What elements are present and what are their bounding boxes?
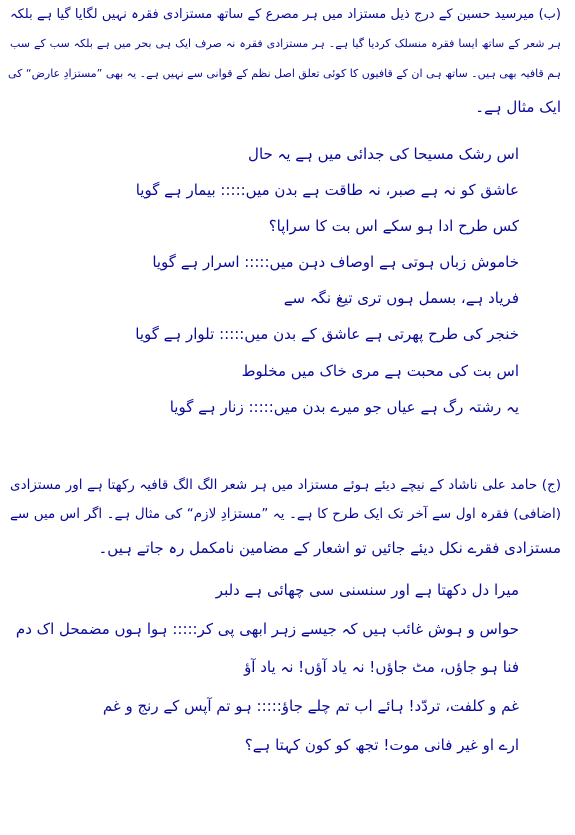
section-b-line-1: (ب) میرسید حسین کے درج ذیل مستزاد میں ہر مصرع کے ساتھ مستزادی فقرہ نہیں لگایا گیا ہے بلکہ [10,7,561,22]
section-c-line-2: (اضافی) فقرہ اول سے آخر تک ایک طرح کا ہے۔ یہ ”مستزادِ لازم“ کی مثال ہے۔ اگر اس میں سے [10,506,561,522]
section-c-verse-5: ارے او غیر فانی موت! تجھ کو کون کہتا ہے؟ [244,736,519,754]
section-c-verse-1: میرا دل دکھتا ہے اور سنسنی سی چھائی ہے دلبر [215,581,519,599]
section-c-verse-2: حواس و ہوش غائب ہیں کہ جیسے زہر ابھی پی کر::::: ہوا ہوں مضمحل اک دم [15,620,519,638]
section-b-verse-7: اس بت کی محبت ہے مری خاک میں مخلوط [241,362,519,380]
section-b-line-3: ہم قافیہ بھی ہیں۔ ساتھ ہی ان کے قافیوں کا کوئی تعلق اصل نظم کے قوانی سے نہیں ہے۔ یہ بھی ”مستزادِ عارض“ کی [7,67,561,80]
section-c-verse-4: غم و کلفت، تردّد! ہائے اب تم چلے جاؤ::::: ہو تم آپس کے رنج و غم [102,697,519,715]
section-b-verse-3: کس طرح ادا ہو سکے اس بت کا سراپا؟ [268,217,519,235]
section-b-line-4: ایک مثال ہے۔ [475,98,561,116]
section-b-verse-5: فریاد ہے، بسمل ہوں تری تیغ نگہ سے [283,289,519,307]
section-b-verse-2: عاشق کو نہ ہے صبر، نہ طاقت ہے بدن میں::::: بیمار ہے گویا [135,181,519,199]
section-b-verse-4: خاموش زباں ہوتی ہے اوصاف دہن میں::::: اسرار ہے گویا [152,253,519,271]
section-b-verse-6: خنجر کی طرح پھرتی ہے عاشق کے بدن میں::::: تلوار ہے گویا [135,325,519,343]
section-b-line-2: ہر شعر کے ساتھ ایسا فقرہ منسلک کردیا گیا ہے۔ ہر مستزادی فقرہ نہ صرف ایک ہی بحر میں ہے بلکہ سب کے سب [10,37,561,50]
section-c-line-1: (ج) حامد علی ناشاد کے نیچے دیئے ہوئے مستزاد میں ہر شعر الگ الگ قافیہ رکھتا ہے اور مستزادی [10,477,561,493]
section-c-verse-3: فنا ہو جاؤں، مٹ جاؤں! نہ یاد آؤں! نہ یاد آؤ [244,658,519,676]
section-b-verse-1: اس رشک مسیحا کی جدائی میں ہے یہ حال [248,145,519,163]
section-b-verse-8: یہ رشتہ رگ ہے عیاں جو میرے بدن میں::::: زنار ہے گویا [169,398,519,416]
section-c-line-3: مستزادی فقرے نکل دیئے جائیں تو اشعار کے مضامین نامکمل رہ جاتے ہیں۔ [98,539,561,557]
